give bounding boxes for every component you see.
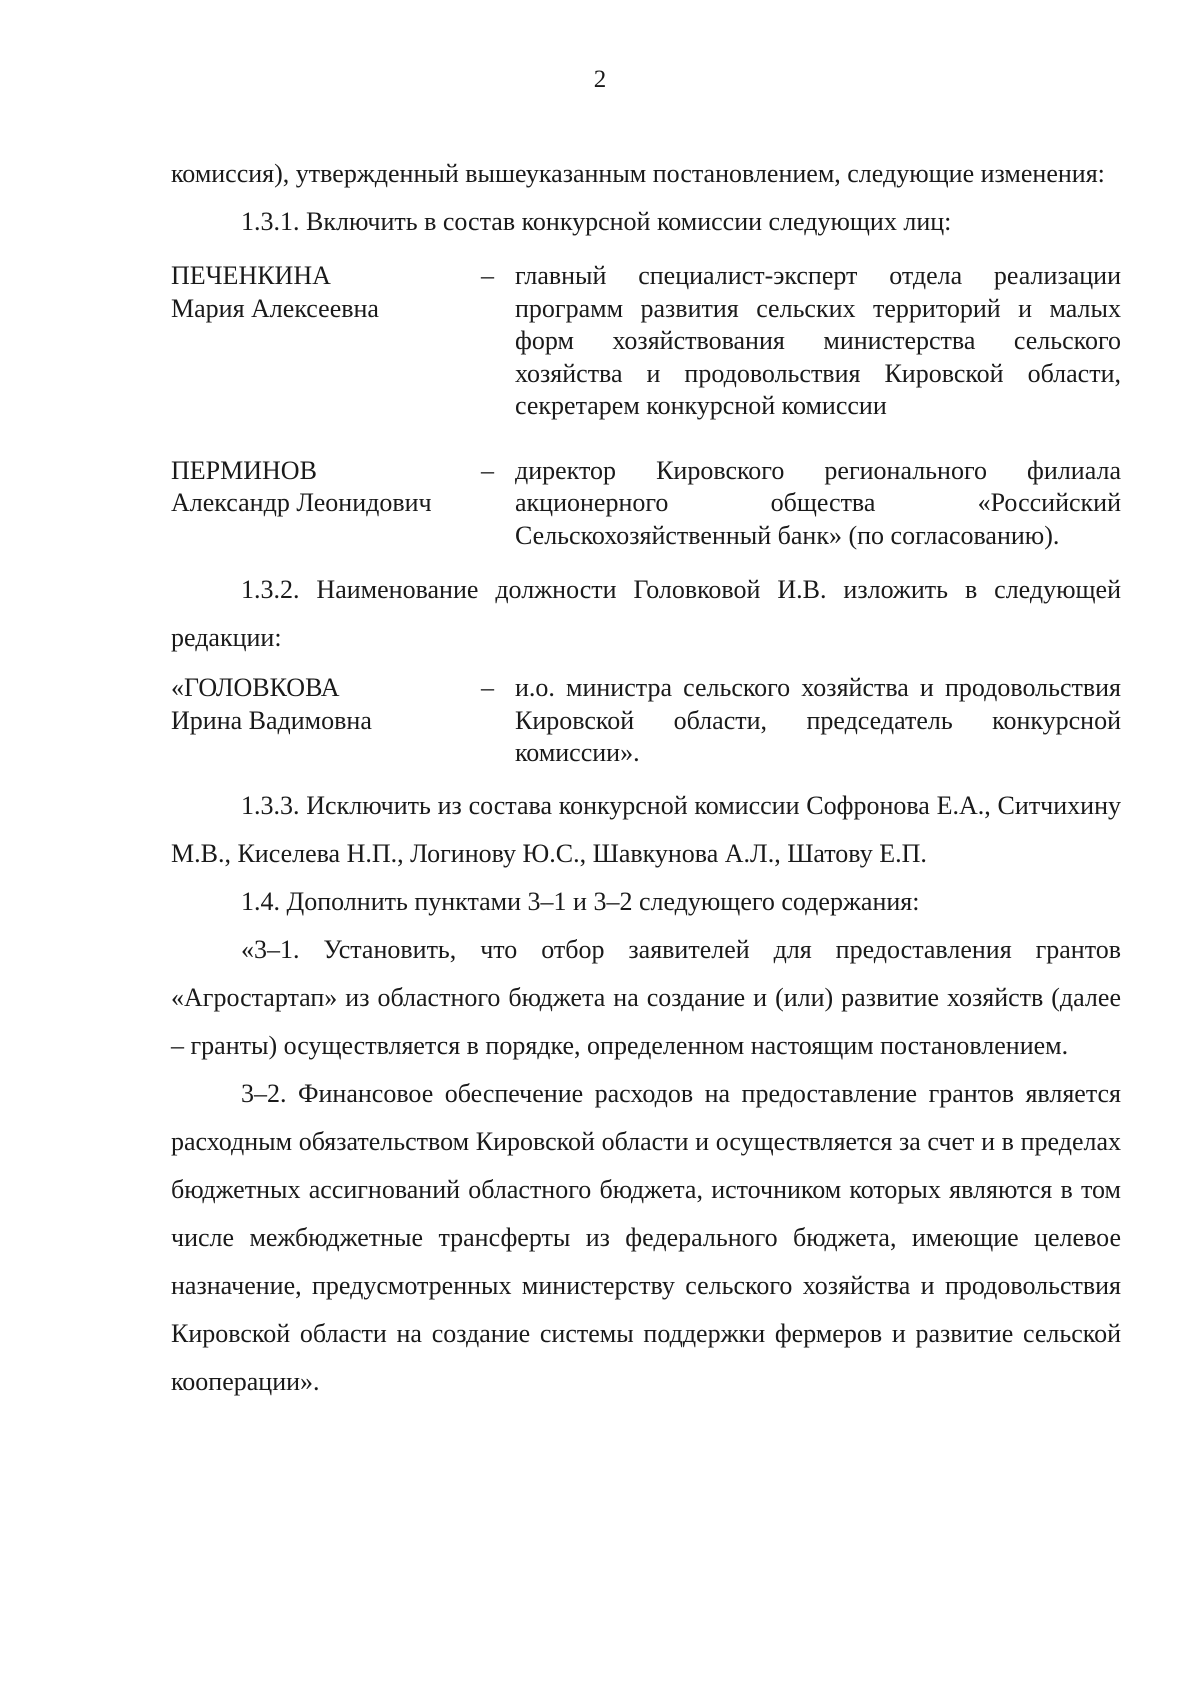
member-name bbox=[171, 455, 471, 520]
member-dash: – bbox=[481, 455, 494, 485]
paragraph-1-3-1: 1.3.1. Включить в состав конкурсной комиссии следующих лиц: bbox=[241, 207, 952, 236]
member-name bbox=[171, 672, 471, 737]
member-dash: – bbox=[481, 261, 494, 290]
member-dash: – bbox=[481, 673, 494, 702]
paragraph-1-3-3: 1.3.3. Исключить из состава конкурсной комиссии Софронова Е.А., Ситчихину М.В., Киселева Н.П., Логинову Ю.С., Шавкунова А.Л., Шатову Е.П. bbox=[171, 790, 1121, 868]
member-surname: «ГОЛОВКОВА bbox=[171, 673, 340, 702]
paragraph-1-3-2: 1.3.2. Наименование должности Головковой И.В. изложить в следующей редакции: bbox=[171, 575, 1121, 652]
member-entry-pechenkina bbox=[171, 260, 1121, 423]
member-surname: ПЕЧЕНКИНА bbox=[171, 261, 331, 290]
intro-paragraph: комиссия), утвержденный вышеуказанным постановлением, следующие изменения: bbox=[171, 159, 1105, 188]
member-given-name: Александр Леонидович bbox=[171, 488, 432, 517]
member-given-name: Мария Алексеевна bbox=[171, 293, 379, 323]
paragraph-1-4: 1.4. Дополнить пунктами 3–1 и 3–2 следующего содержания: bbox=[241, 886, 920, 916]
member-surname: ПЕРМИНОВ bbox=[171, 455, 317, 485]
document-body bbox=[171, 150, 1121, 1406]
page-number: 2 bbox=[593, 66, 607, 93]
paragraph-3-2: 3–2. Финансовое обеспечение расходов на предоставление грантов является расходным обязательством Кировской области и осуществляется за счет и в пределах бюджетных ассигнований областного бюджета, источником которых являются в том числе межбюджетные трансферты из федерального бюджета, имеющие целевое назначение, предусмотренных министерству сельского хозяйства и продовольствия Кировской области на создание системы поддержки фермеров и развитие сельской кооперации». bbox=[171, 1078, 1121, 1396]
member-given-name: Ирина Вадимовна bbox=[171, 705, 372, 735]
paragraph-3-1: «3–1. Установить, что отбор заявителей для предоставления грантов «Агростартап» из областного бюджета на создание и (или) развитие хозяйств (далее – гранты) осуществляется в порядке, определенном настоящим постановлением. bbox=[171, 934, 1121, 1060]
member-description: директор Кировского регионального филиала акционерного общества «Российский Сельскохозяйственный банк» (по согласованию). bbox=[515, 455, 1121, 550]
member-description: главный специалист-эксперт отдела реализации программ развития сельских территорий и малых форм хозяйствования министерства сельского хозяйства и продовольствия Кировской области, секретарем конкурсной комиссии bbox=[515, 261, 1121, 420]
member-entry-perminov bbox=[171, 455, 1121, 553]
member-entry-golovkova bbox=[171, 672, 1121, 770]
member-name bbox=[171, 260, 471, 325]
member-description: и.о. министра сельского хозяйства и продовольствия Кировской области, председатель конкурсной комиссии». bbox=[515, 673, 1121, 767]
